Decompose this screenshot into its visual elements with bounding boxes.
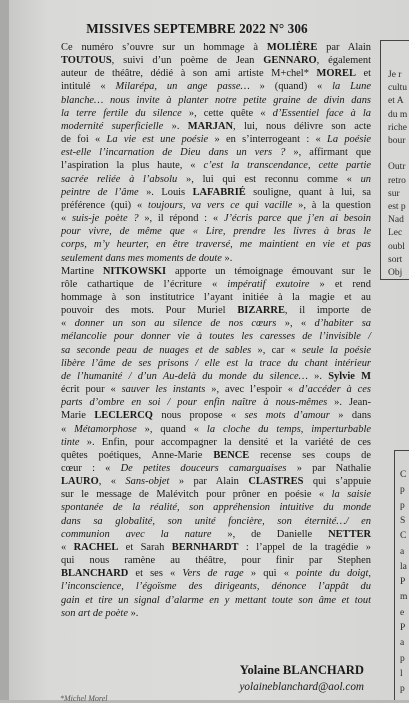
- article-line: la terre fertile du silence », cette quête « d’Essentiel face à la: [61, 107, 371, 119]
- adjacent-fragment: e: [400, 607, 405, 618]
- article-line: de l’humanité / d’un Au-delà du monde du silence… ». Sylvie M: [61, 370, 372, 382]
- article-line: blanche… nous invite à planter notre petite graine de divin dans: [61, 94, 371, 106]
- adjacent-fragment: a: [400, 638, 405, 649]
- article-line: préférence (qui) « toujours, va vers ce qui vacille », à la question: [61, 199, 371, 211]
- adjacent-fragment: Obj: [388, 268, 403, 278]
- article-line: peintre de l’âme ». Louis LAFABRIÉ souligne, quant à lui, sa: [61, 186, 372, 198]
- article-body: [61, 41, 371, 620]
- adjacent-fragment: sur: [388, 188, 400, 199]
- adjacent-fragment: C: [400, 531, 407, 542]
- article-line: libère l’âme de ses prisons / elle est la trace du chant intérieur: [61, 357, 371, 369]
- adjacent-fragment: et A: [388, 96, 404, 107]
- footnote: *Michel Morel: [60, 694, 108, 703]
- article-line: hommage à son institutrice l’ayant initiée à la magie et au: [61, 291, 371, 303]
- article-line: BLANCHARD et ses « Vers de rage » qui « pointe du doigt,: [61, 568, 372, 580]
- adjacent-fragment: Je r: [388, 70, 402, 80]
- adjacent-fragment: est p: [388, 202, 406, 212]
- adjacent-fragment: du m: [388, 109, 408, 120]
- article-line: auteur de théâtre, dédié à son ami artiste M+chel* MOREL et: [61, 68, 371, 80]
- article-line: sacrée reliée à l’absolu », lui qui est reconnu comme « un: [61, 173, 371, 185]
- article-line: communion avec la nature », de Danielle NETTER: [61, 528, 371, 540]
- article-line: Ce numéro s’ouvre sur un hommage à MOLIÈRE par Alain: [61, 42, 371, 53]
- article-line: spontanée de la réalité, son appréhension intuitive du monde: [61, 502, 371, 514]
- article-line: parts d’ombre en soi / pour enfin naître à nous-mêmes ». Jean-: [61, 397, 371, 409]
- adjacent-fragment: C: [400, 470, 407, 480]
- article-line: quêtes poétiques, Anne-Marie BENCE recense ses coups de: [61, 449, 371, 461]
- article-line: qui nous ramène au théâtre, pour finir par Stephen: [61, 555, 371, 567]
- article-line: seulement dans mes moments de doute ».: [61, 252, 233, 264]
- author-email[interactable]: yolaineblanchard@aol.com: [239, 681, 364, 693]
- article-line: intitulé « Milarépa, un ange passe… » (quand) « la Lune: [61, 81, 371, 93]
- adjacent-fragment: oubl: [388, 241, 405, 252]
- adjacent-fragment: P: [400, 577, 406, 588]
- adjacent-fragment: cultu: [388, 83, 407, 94]
- article-line: modernité superficielle ». MARJAN, lui, nous délivre son acte: [61, 120, 372, 132]
- article-line: tinte ». Enfin, pour accompagner la densité et la variété de ces: [61, 436, 371, 448]
- article-line: mélancolie pour donner vie à toutes les caresses de l’invisible /: [61, 331, 371, 343]
- adjacent-fragment: P: [400, 623, 406, 633]
- article-line: Martine NITKOWSKI apporte un témoignage émouvant sur le: [61, 265, 371, 277]
- article-line: dans sa globalité, son unité foncière, son éternité…/ en: [61, 515, 371, 527]
- article-line: sa seconde peau de nuages et de sables », car « seule la poésie: [61, 344, 371, 356]
- article-line: « donner un son au silence de nos cœurs », « d’habiter sa: [61, 318, 371, 330]
- article-line: sur le message de Malévitch pour prôner en poésie « la saisie: [61, 489, 371, 501]
- adjacent-fragment: riche: [388, 122, 407, 133]
- article-line: cœur : « De petites douceurs camarguaises » par Nathalie: [61, 463, 371, 474]
- adjacent-column: [380, 0, 409, 700]
- article-line: son art de poète ».: [61, 607, 139, 619]
- article-line: pour vivre, de même que « Lire, prendre les livres à bras le: [61, 226, 371, 238]
- article-line: corps, m’y heurter, en être traversé, me maintient en vie et pas: [61, 239, 371, 251]
- article-line: LAURO, « Sans-objet » par Alain CLASTRES qui s’appuie: [61, 476, 372, 488]
- adjacent-fragment: l: [400, 668, 403, 679]
- adjacent-fragment: a: [400, 546, 405, 557]
- adjacent-fragment: m: [400, 592, 408, 603]
- article-line: est-elle l’incarnation de Dieu dans un vers ? », affirmant que: [61, 147, 371, 159]
- article-line: TOUTOUS, suivi d’un poème de Jean GENNARO, également: [61, 55, 371, 67]
- adjacent-fragment: Lec: [388, 228, 403, 239]
- article-line: rôle cathartique de l’écriture « impératif exutoire » et rend: [61, 278, 371, 290]
- article-line: de foi « La vie est une poésie » en s’interrogeant : « La poésie: [61, 134, 371, 146]
- page-title: MISSIVES SEPTEMBRE 2022 N° 306: [86, 21, 308, 36]
- article-line: gain et tire un signal d’alarme en y mettant toute son âme et tout: [61, 594, 371, 606]
- adjacent-fragment: bour: [388, 136, 406, 146]
- article-line: Marie LECLERCQ nous propose « ses mots d’amour » dans: [61, 410, 372, 422]
- adjacent-fragment: retro: [388, 175, 406, 186]
- article-line: écrit pour « sauver les instants », avec l’espoir « d’accéder à ces: [61, 384, 371, 396]
- author-name: Yolaine BLANCHARD: [239, 663, 364, 677]
- adjacent-fragment: sort: [388, 254, 403, 265]
- adjacent-fragment: S: [400, 515, 406, 526]
- adjacent-fragment: la: [400, 561, 407, 572]
- article-line: « RACHEL et Sarah BERNHARDT : l’appel de la tragédie »: [61, 541, 372, 553]
- article-line: « Métamorphose », quand « la cloche du temps, imperturbable: [61, 423, 371, 435]
- adjacent-fragment: p: [400, 500, 405, 511]
- adjacent-fragment: Nad: [388, 215, 404, 226]
- adjacent-fragment: p: [400, 485, 405, 496]
- article-line: pouvoir des mots. Pour Muriel BIZARRE, il importe de: [61, 305, 371, 317]
- adjacent-fragment: p: [400, 653, 405, 664]
- page-gutter: [0, 0, 9, 700]
- article-line: l’aspiration la plus haute, « c’est la transcendance, cette partie: [61, 160, 371, 172]
- adjacent-fragment: Outr: [388, 162, 406, 173]
- adjacent-fragment: p: [400, 684, 405, 695]
- article-line: l’inconscience, l’égoïsme des dirigeants, dénonce l’appât du: [61, 581, 371, 593]
- article-line: « suis-je poète ? », il répond : « J’écris parce que j’en ai besoin: [61, 213, 372, 225]
